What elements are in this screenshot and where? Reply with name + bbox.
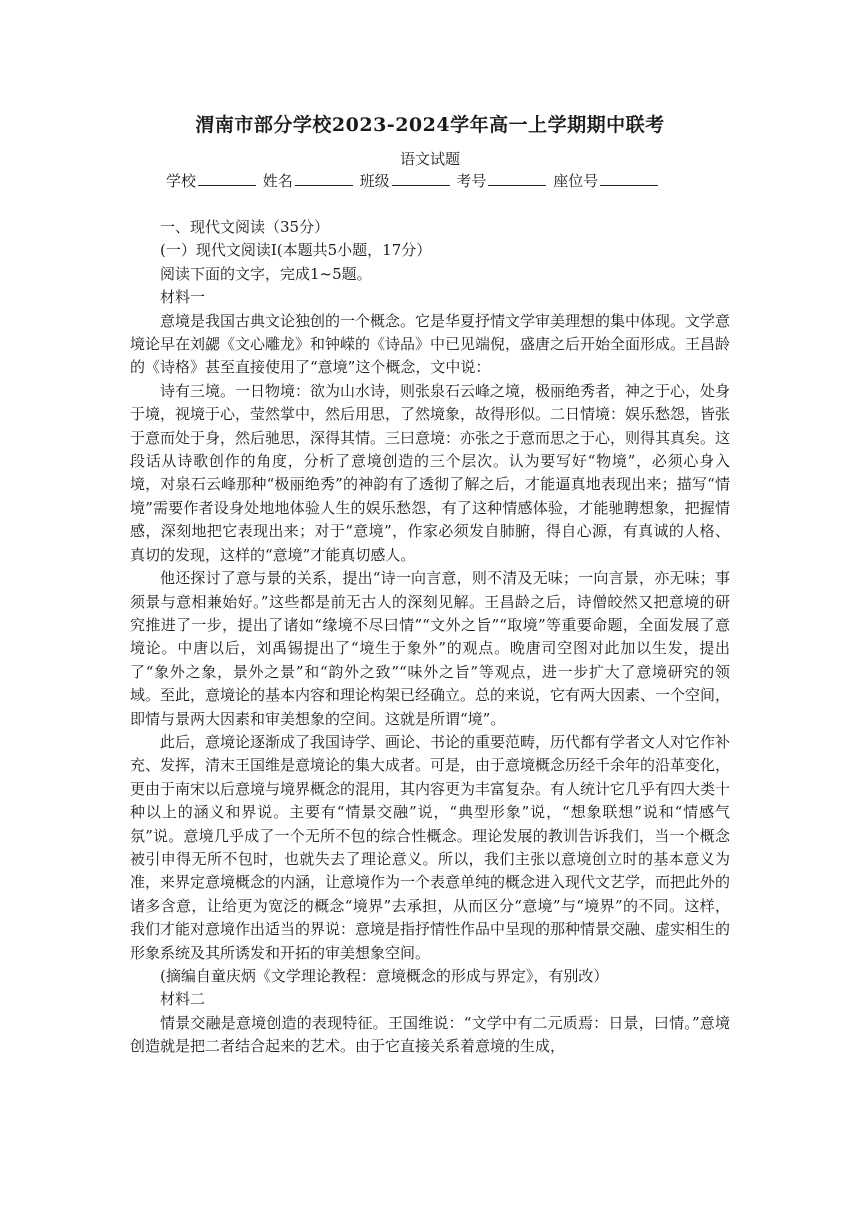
document-body: [130, 112, 730, 1059]
exam-number-blank[interactable]: [488, 171, 546, 186]
paragraph: 他还探讨了意与景的关系，提出“诗一向言意，则不清及无味；一向言景，亦无味；事须景与意相兼始好。”这些都是前无古人的深刻见解。王昌龄之后，诗僧皎然又把意境的研究推进了一步，提出了诸如“缘境不尽曰情”“文外之旨”“取境”等重要命题，全面发展了意境论。中唐以后，刘禹锡提出了“境生于象外”的观点。晚唐司空图对此加以生发，提出了“象外之象，景外之景”和“韵外之致”“味外之旨”等观点，进一步扩大了意境研究的领域。至此，意境论的基本内容和理论构架已经确立。总的来说，它有两大因素、一个空间，即情与景两大因素和审美想象的空间。这就是所谓“境”。: [130, 569, 731, 728]
instruction: 阅读下面的文字，完成1~5题。: [160, 264, 372, 283]
paragraph: 此后，意境论逐渐成了我国诗学、画论、书论的重要范畴，历代都有学者文人对它作补充、发挥，清末王国维是意境论的集大成者。可是，由于意境概念历经千余年的沿革变化，更由于南宋以后意境与境界概念的混用，其内容更为丰富复杂。有人统计它几乎有四大类十种以上的涵义和界说。主要有“情景交融”说，“典型形象”说，“想象联想”说和“情感气氛”说。意境几乎成了一个无所不包的综合性概念。理论发展的教训告诉我们，当一个概念被引申得无所不包时，也就失去了理论意义。所以，我们主张以意境创立时的基本意义为准，来界定意境概念的内涵，让意境作为一个表意单纯的概念进入现代文艺学，而把此外的诸多含意，让给更为宽泛的概念“境界”去承担，从而区分“意境”与“境界”的不同。这样，我们才能对意境作出适当的界说：意境是指抒情性作品中呈现的那种情景交融、虚实相生的形象系统及其所诱发和开拓的审美想象空间。: [130, 732, 731, 962]
info-field-class: 班级: [359, 172, 390, 190]
student-info-line: [166, 170, 730, 192]
paragraph: 意境是我国古典文论独创的一个概念。它是华夏抒情文学审美理想的集中体现。文学意境论早在刘勰《文心雕龙》和钟嵘的《诗品》中已见端倪，盛唐之后开始全面形成。王昌龄的《诗格》甚至直接使用了“意境”这个概念，文中说：: [130, 311, 731, 377]
name-blank[interactable]: [295, 171, 353, 186]
source-citation: (摘编自童庆炳《文学理论教程：意境概念的形成与界定》，有别改）: [160, 967, 609, 985]
info-field-school: 学校: [166, 172, 197, 190]
exam-title: 渭南市部分学校2023-2024学年高一上学期期中联考: [195, 114, 665, 136]
class-blank[interactable]: [392, 171, 450, 186]
paragraph: 情景交融是意境创造的表现特征。王国维说：“文学中有二元质焉：日景，曰情。”意境创造就是把二者结合起来的艺术。由于它直接关系着意境的生成，: [130, 1013, 730, 1056]
school-blank[interactable]: [198, 171, 256, 186]
info-field-name: 姓名: [262, 172, 293, 190]
info-field-seat: 座位号: [553, 172, 599, 190]
material-two-label: 材料二: [160, 990, 206, 1009]
paragraph: 诗有三境。一日物境：欲为山水诗，则张泉石云峰之境，极丽绝秀者，神之于心，处身于境，视境于心，莹然掌中，然后用思，了然境象，故得形似。二日情境：娱乐愁怨，皆张于意而处于身，然后驰思，深得其情。三曰意境：亦张之于意而思之于心，则得其真矣。这段话从诗歌创作的角度，分析了意境创造的三个层次。认为要写好“物境”，必须心身入境，对泉石云峰那种“极丽绝秀”的神韵有了透彻了解之后，才能逼真地表现出来；描写“情境”需要作者设身处地地体验人生的娱乐愁怨，有了这种情感体验，才能驰聘想象，把握情感，深刻地把它表现出来；对于“意境”，作家必须发自肺腑，得自心源，有真诚的人格、真切的发现，这样的“意境”才能真切感人。: [130, 381, 731, 564]
material-one-label: 材料一: [160, 288, 206, 307]
seat-blank[interactable]: [600, 171, 658, 186]
exam-subtitle: 语文试题: [399, 150, 460, 168]
info-field-exam-number: 考号: [456, 172, 487, 190]
section-heading: 一、现代文阅读（35分）: [160, 218, 330, 236]
sub-heading: (一）现代文阅读Ⅰ(本题共5小题，17分）: [160, 241, 432, 260]
